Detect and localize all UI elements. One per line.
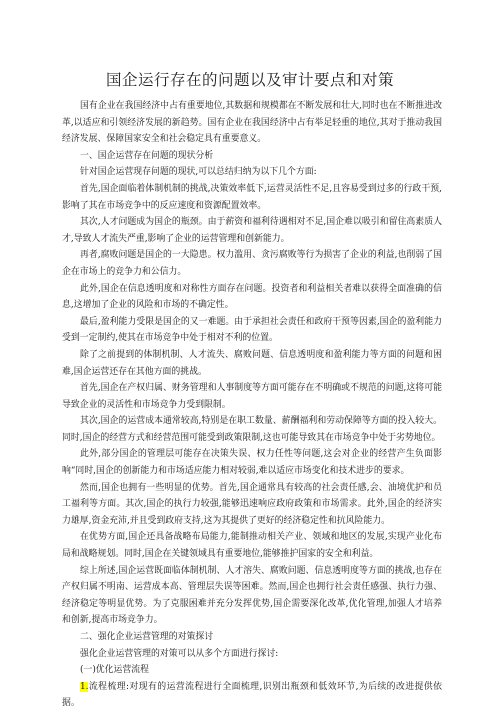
paragraph: 其次,国企的运营成本通常较高,特别是在职工数量、薪酬福利和劳动保障等方面的投入较大。同时,国企的经营方式和经营范围可能受到政策限制,这也可能导致其在市场竞争中处于劣势地位。 <box>62 416 442 443</box>
paragraph: 此外,国企在信息透明度和对称性方面存在问题。投资者和利益相关者难以获得全面准确的信息,这增加了企业的风险和市场的不确定性。 <box>62 283 442 311</box>
paragraph: 综上所述,国企运营既面临体制机制、人才溶失、腐败问题、信息透明度等方面的挑战,也存在产权归属不明南、运营成本高、管理层失误等困难。然而,国企也拥行社会责任感强、执行力强、经济稳定等明显优势。为了克服困难并充分发挥优势,国企需要深化改革,优化管理,加强人才培养和创新,提高市场竞争力。 <box>62 565 442 626</box>
paragraph: 其次,人才问题成为国企的瓶颈。由于薪资和福利待遇相对不足,国企难以吸引和留住高素质人才,导致人才流失严重,影响了企业的运营管理和创新能力。 <box>62 217 442 244</box>
paragraph: 最后,盈利能力受限是国企的又一难题。由于承担社会责任和政府干预等因素,国企的盈利能力受到一定制约,使其在市场竞争中处于相对不利的位置。 <box>62 316 442 344</box>
last-paragraph-text: 流程梳理:对现有的运营流程进行全面梳理,识别出瓶颈和低效环节,为后续的改进提供依据。 <box>62 681 442 709</box>
paragraph: 再者,腐败问题是国企的一大隐患。权力滥用、贪污腐败等行为损害了企业的利益,也削弱了国企在市场上的竞争力和公信力。 <box>62 250 442 277</box>
paragraph: 首先,国企在产权归属、财务管理和人事制度等方面可能存在不明确或不规范的问题,这将可能导致企业的灵活性和市场竞争力受到限制。 <box>62 383 442 410</box>
paragraph: 然而,国企也拥有一些明显的优势。首先,国企通常具有较高的社会责任感,会、油境优护和员工福利等方面。其次,国企的执行力较强,能够迅速响应政府政策和市场需求。此外,国企的经济实力雄厚,资金充沛,并且受到政府支持,这为其提供了更好的经济稳定性和抗风险能力。 <box>62 482 442 526</box>
section-heading: 二、强化企业运营管理的对策探讨 <box>80 632 214 642</box>
highlighted-number: 1. <box>80 681 89 692</box>
document-title: 国企运行存在的问题以及审计要点和对策 <box>105 71 394 89</box>
paragraph: 强化企业运营管理的对策可以从多个方面进行探讨: <box>80 648 279 659</box>
paragraph: 除了之前提到的体制机制、人才流失、腐败问题、信息透明度和盈利能力等方面的问题和困难,国企运营还存在其他方面的挑战。 <box>62 349 442 377</box>
section-heading: 一、国企运营存在问题的现状分析 <box>80 150 214 161</box>
document-body <box>62 98 442 712</box>
paragraph: 首先,国企面临着体制机制的挑战,决策效率低下,运营灵活性不足,且容易受到过多的行政干预,影响了其在市场竞争中的反应速度和资源配置效率。 <box>62 183 442 211</box>
subsection-heading: (一)优化运营流程 <box>80 665 150 676</box>
paragraph: 此外,部分国企的管理层可能存在决策失误、权力任性等问题,这会对企业的经营产生负面影响“同时,国企的创新能力和市场适应能力相对较弱,难以适应市场变化和技术进步的要求。 <box>62 449 442 477</box>
paragraph: 针对国企运营现存问题的现状,可以总结归纳为以下几个方面: <box>80 167 317 178</box>
paragraph: 国有企业在我国经济中占有重要地位,其数据和规模都在不断发展和壮大,同时也在不断推进改革,以适应和引领经济发展的新趋势。国有企业在我国经济中占有举足轻重的地位,其对于推动我国经济发展、保障国家安全和社会稳定具有重要意义。 <box>62 101 442 145</box>
paragraph: 在优势方面,国企还具备战略布局能力,能制推动相关产业、领域和地区的发展,实现产业化布局和战略规划。同时,国企在关键领域具有重要地位,能够推护国家的安全和利益。 <box>62 532 442 560</box>
